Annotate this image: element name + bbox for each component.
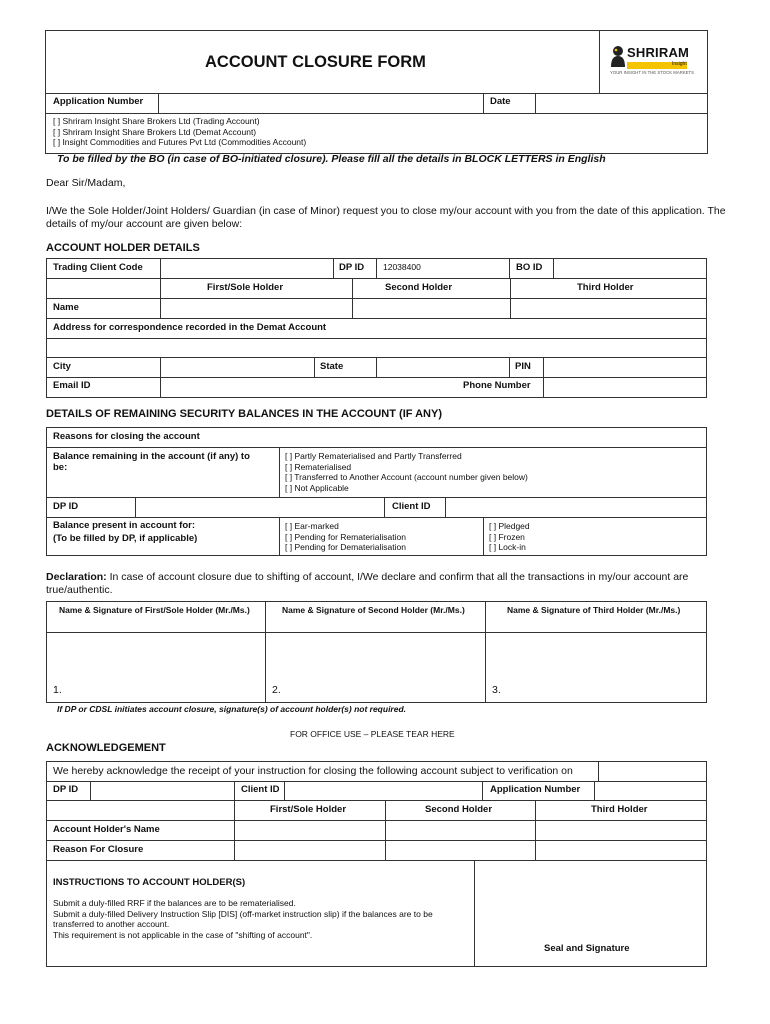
entity-option[interactable]: [ ] Shriram Insight Share Brokers Ltd (Trading Account) bbox=[53, 116, 260, 126]
declaration-text: true/authentic. bbox=[46, 584, 113, 596]
instructions-heading: INSTRUCTIONS TO ACCOUNT HOLDER(S) bbox=[53, 877, 246, 888]
entity-option[interactable]: [ ] Shriram Insight Share Brokers Ltd (Demat Account) bbox=[53, 126, 257, 137]
entity-option[interactable]: [ ] Insight Commodities and Futures Pvt Ltd (Commodities Account) bbox=[53, 137, 307, 147]
date-label: Date bbox=[490, 96, 511, 107]
sig-second-holder-label: Name & Signature of Second Holder (Mr./Ms.) bbox=[282, 605, 465, 615]
seal-signature-label: Seal and Signature bbox=[544, 943, 630, 954]
email-input[interactable] bbox=[161, 378, 451, 397]
balance-option[interactable]: [ ] Partly Rematerialised and Partly Transferred bbox=[285, 451, 462, 461]
present-option[interactable]: [ ] Pledged bbox=[489, 521, 530, 531]
logo-sub: Insight bbox=[672, 61, 687, 67]
address-label: Address for correspondence recorded in the Demat Account bbox=[53, 322, 327, 333]
balance-remaining-label: Balance remaining in the account (if any) to bbox=[53, 451, 250, 462]
present-options-b[interactable] bbox=[489, 521, 530, 553]
ack-dp-id-input[interactable] bbox=[91, 782, 233, 799]
balance-option[interactable]: [ ] Rematerialised bbox=[285, 461, 352, 472]
balance-remaining-label: be: bbox=[53, 462, 68, 473]
first-holder-column: First/Sole Holder bbox=[207, 282, 284, 293]
state-label: State bbox=[320, 361, 344, 372]
date-input[interactable] bbox=[536, 94, 707, 112]
declaration-text bbox=[46, 571, 688, 583]
block-letters-note: To be filled by the BO (in case of BO-initiated closure). Please fill all the details in BLOCK LETTERS in English bbox=[57, 153, 606, 165]
present-option[interactable]: [ ] Pending for Dematerialisation bbox=[285, 542, 406, 552]
instructions-list bbox=[53, 898, 433, 940]
application-number-input[interactable] bbox=[159, 94, 482, 112]
section-heading: ACCOUNT HOLDER DETAILS bbox=[46, 242, 200, 254]
balance-present-label: Balance present in account for: bbox=[53, 520, 196, 531]
page-title: ACCOUNT CLOSURE FORM bbox=[205, 53, 426, 71]
instruction-item: Submit a duly-filled RRF if the balances are to be rematerialised. bbox=[53, 898, 296, 908]
present-options-a[interactable] bbox=[285, 521, 406, 553]
client-id-label: Client ID bbox=[392, 501, 431, 512]
balance-option[interactable]: [ ] Not Applicable bbox=[285, 482, 349, 493]
present-option[interactable]: [ ] Frozen bbox=[489, 531, 525, 542]
declaration-body: In case of account closure due to shifting of account, I/We declare and confirm that all the transactions in my/our account are bbox=[106, 571, 689, 583]
reasons-label: Reasons for closing the account bbox=[53, 431, 200, 442]
logo-tagline: YOUR INSIGHT IN THE STOCK MARKETS bbox=[610, 70, 695, 75]
state-input[interactable] bbox=[377, 358, 508, 376]
acknowledgement-text: We hereby acknowledge the receipt of your instruction for closing the following account subject to verification on bbox=[53, 765, 573, 777]
city-label: City bbox=[53, 361, 71, 372]
third-holder-column: Third Holder bbox=[577, 282, 634, 293]
present-option[interactable]: [ ] Ear-marked bbox=[285, 521, 339, 531]
reason-for-closure-label: Reason For Closure bbox=[53, 844, 144, 855]
sig-number: 3. bbox=[492, 684, 501, 696]
balance-present-label: (To be filled by DP, if applicable) bbox=[53, 533, 198, 544]
sig-first-holder-box[interactable] bbox=[47, 633, 264, 702]
ack-dp-id-label: DP ID bbox=[53, 784, 79, 795]
bo-id-input[interactable] bbox=[554, 259, 706, 277]
dp-id-label: DP ID bbox=[339, 262, 365, 273]
entity-checkboxes[interactable] bbox=[53, 116, 306, 148]
logo-text: SHRIRAM bbox=[627, 45, 690, 60]
ack-application-number-label: Application Number bbox=[490, 784, 581, 795]
ack-client-id-input[interactable] bbox=[285, 782, 481, 799]
bo-id-label: BO ID bbox=[516, 262, 543, 273]
sig-first-holder-label: Name & Signature of First/Sole Holder (Mr./Ms.) bbox=[59, 605, 250, 615]
pin-input[interactable] bbox=[544, 358, 706, 376]
sig-second-holder-box[interactable] bbox=[266, 633, 484, 702]
sig-third-holder-label: Name & Signature of Third Holder (Mr./Ms.) bbox=[507, 605, 681, 615]
present-option[interactable]: [ ] Pending for Rematerialisation bbox=[285, 531, 406, 542]
instruction-item: This requirement is not applicable in the case of "shifting of account". bbox=[53, 929, 313, 940]
salutation: Dear Sir/Madam, bbox=[46, 177, 126, 189]
trading-client-code-label: Trading Client Code bbox=[53, 262, 143, 273]
city-input[interactable] bbox=[161, 358, 313, 376]
dp-id-value[interactable]: 12038400 bbox=[383, 262, 421, 272]
phone-input[interactable] bbox=[544, 378, 706, 397]
sig-number: 1. bbox=[53, 684, 62, 696]
ack-third-holder-column: Third Holder bbox=[591, 804, 648, 815]
balance-options[interactable] bbox=[285, 451, 528, 493]
section-heading: DETAILS OF REMAINING SECURITY BALANCES IN THE ACCOUNT (IF ANY) bbox=[46, 408, 442, 420]
declaration-label: Declaration: bbox=[46, 571, 107, 583]
email-label: Email ID bbox=[53, 380, 91, 391]
instruction-item: transferred to another account. bbox=[53, 919, 170, 929]
application-number-label: Application Number bbox=[53, 96, 144, 107]
ack-second-holder-column: Second Holder bbox=[425, 804, 493, 815]
dp-id-label: DP ID bbox=[53, 501, 79, 512]
instruction-item: Submit a duly-filled Delivery Instruction Slip [DIS] (off-market instruction slip) if the balances are to be bbox=[53, 908, 433, 919]
ack-application-number-input[interactable] bbox=[595, 782, 706, 799]
ack-client-id-label: Client ID bbox=[241, 784, 280, 795]
sig-third-holder-box[interactable] bbox=[486, 633, 706, 702]
logo-mark-icon bbox=[609, 45, 627, 67]
sig-number: 2. bbox=[272, 684, 281, 696]
verification-date-input[interactable] bbox=[599, 762, 706, 780]
signature-note: If DP or CDSL initiates account closure, signature(s) of account holder(s) not required. bbox=[57, 704, 407, 714]
trading-client-code-input[interactable] bbox=[161, 259, 332, 277]
ack-first-holder-column: First/Sole Holder bbox=[270, 804, 347, 815]
request-text: details of my/our account are given below: bbox=[46, 218, 243, 230]
present-option[interactable]: [ ] Lock-in bbox=[489, 542, 526, 552]
address-input[interactable] bbox=[47, 339, 706, 356]
dp-id-input[interactable] bbox=[136, 498, 383, 516]
office-use-tear-line: FOR OFFICE USE – PLEASE TEAR HERE bbox=[290, 729, 455, 739]
pin-label: PIN bbox=[515, 361, 531, 372]
balance-option[interactable]: [ ] Transferred to Another Account (account number given below) bbox=[285, 472, 528, 482]
client-id-input[interactable] bbox=[446, 498, 706, 516]
company-logo bbox=[606, 42, 701, 82]
phone-label: Phone Number bbox=[463, 380, 531, 391]
section-heading: ACKNOWLEDGEMENT bbox=[46, 742, 166, 754]
second-holder-column: Second Holder bbox=[385, 282, 453, 293]
name-label: Name bbox=[53, 302, 79, 313]
request-text: I/We the Sole Holder/Joint Holders/ Guardian (in case of Minor) request you to close my/our account with you from the date of this application. The bbox=[46, 205, 726, 217]
account-holder-name-label: Account Holder's Name bbox=[53, 824, 160, 835]
